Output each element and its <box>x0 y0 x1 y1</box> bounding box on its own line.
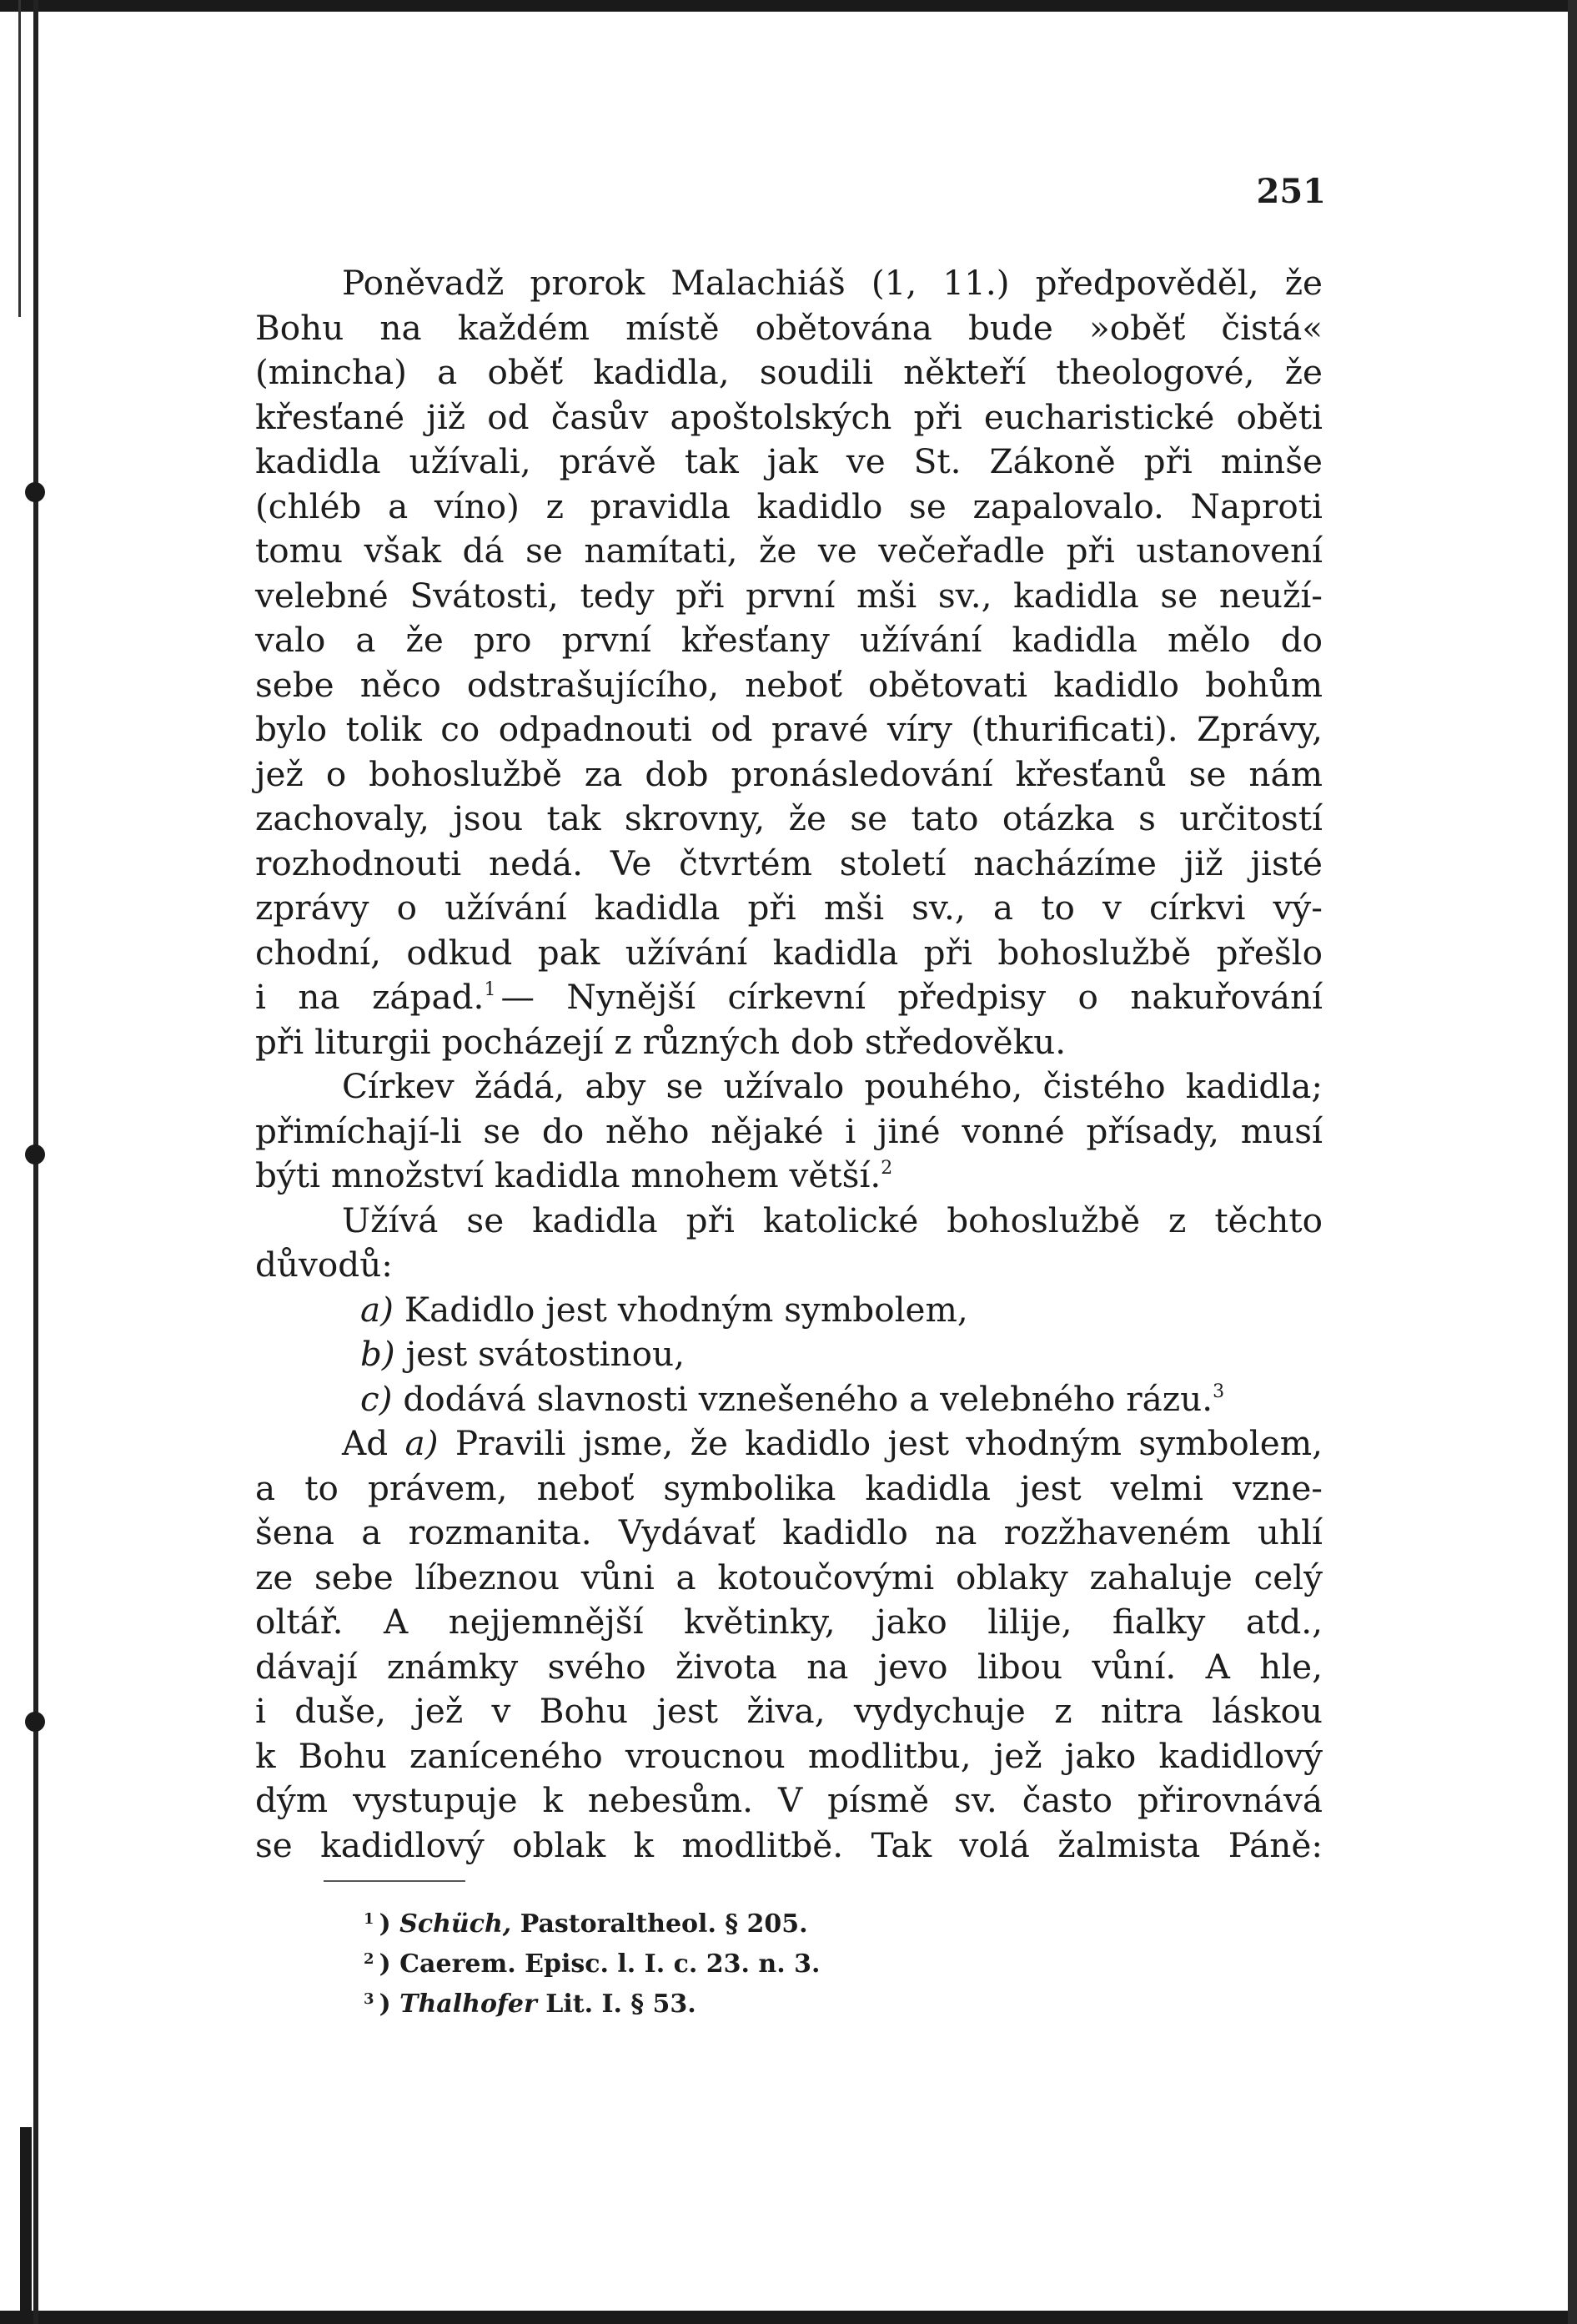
footnotes <box>364 1902 1114 2022</box>
text-line: chodní, odkud pak užívání kadidla při bohoslužbě přešlo <box>255 932 1323 973</box>
list-item <box>255 1288 1323 1333</box>
text-line: zprávy o užívání kadidla při mši sv., a to v církvi vý- <box>255 888 1323 928</box>
binding-mark <box>25 1712 45 1732</box>
footnote-text: Pastoraltheol. § 205. <box>520 1909 808 1939</box>
text-line: (chléb a víno) z pravidla kadidlo se zapalovalo. Naproti <box>255 485 1323 526</box>
text-line <box>255 975 1323 1020</box>
list-marker: a) <box>360 1289 394 1330</box>
binding-mark <box>25 1144 45 1165</box>
footnote-text: Caerem. Episc. l. I. c. 23. n. 3. <box>399 1949 821 1979</box>
text-line: Bohu na každém místě obětována bude »oběť čistá« <box>255 307 1323 348</box>
list-item <box>255 1332 1323 1377</box>
footnote-number: 3 <box>364 1990 374 2008</box>
text-line: bylo tolik co odpadnouti od pravé víry (thurificati). Zprávy, <box>255 709 1323 749</box>
list-text: Kadidlo jest vhodným symbolem, <box>404 1289 968 1330</box>
text-line: Církev žádá, aby se užívalo pouhého, čistého kadidla; <box>342 1066 1323 1106</box>
text-fragment: Pravili jsme, že kadidlo jest vhodným symbolem, <box>455 1423 1323 1463</box>
text-line: oltář. A nejjemnější květinky, jako lilije, fialky atd., <box>255 1602 1323 1642</box>
scan-border-top <box>0 0 1577 12</box>
text-line: se kadidlový oblak k modlitbě. Tak volá žalmista Páně: <box>255 1824 1323 1865</box>
list-marker: b) <box>360 1334 395 1374</box>
text-line: i duše, jež v Bohu jest živa, vydychuje z nitra láskou <box>255 1691 1323 1731</box>
text-fragment: — Nynější církevní předpisy o nakuřování <box>500 977 1323 1017</box>
text-line: zachovaly, jsou tak skrovny, že se tato otázka s určitostí <box>255 798 1323 838</box>
binding-edge-secondary <box>18 0 21 317</box>
text-line: (mincha) a oběť kadidla, soudili někteří theologové, že <box>255 352 1323 392</box>
footnote: $^1$ ) Schüch, Pastoraltheol. § 205. <box>364 1909 808 1939</box>
footnote-number: 1 <box>364 1910 374 1928</box>
text-line: rozhodnouti nedá. Ve čtvrtém století nacházíme již jisté <box>255 843 1323 883</box>
list-text: jest svátostinou, <box>405 1334 685 1374</box>
list-marker: c) <box>360 1378 393 1419</box>
text-line <box>255 1421 1323 1466</box>
text-line: ze sebe líbeznou vůni a kotoučovými oblaky zahaluje celý <box>255 1557 1323 1597</box>
list-marker: a) <box>404 1423 439 1463</box>
scan-border-bottom <box>0 2311 1577 2324</box>
list-item <box>255 1377 1323 1422</box>
text-fragment: i na západ. <box>255 977 485 1017</box>
text-line: při liturgii pocházejí z různých dob středověku. <box>255 1021 1067 1062</box>
text-line: důvodů: <box>255 1245 393 1285</box>
page-number: 251 <box>1256 172 1326 211</box>
list-text: dodává slavnosti vznešeného a velebného rázu. <box>403 1378 1213 1419</box>
text-line: a to právem, neboť symbolika kadidla jest velmi vzne- <box>255 1467 1323 1508</box>
main-text <box>255 261 1323 1868</box>
binding-mark <box>25 482 45 502</box>
text-line: dým vystupuje k nebesům. V písmě sv. často přirovnává <box>255 1780 1323 1820</box>
footnote-number: 2 <box>364 1950 374 1968</box>
text-line: velebné Svátosti, tedy při první mši sv., kadidla se neuží- <box>255 575 1323 616</box>
footnote-text: Lit. I. § 53. <box>545 1989 696 2019</box>
text-line: k Bohu zaníceného vroucnou modlitbu, jež jako kadidlový <box>255 1735 1323 1776</box>
footnote-author: Thalhofer <box>399 1989 537 2019</box>
text-line: šena a rozmanita. Vydávať kadidlo na rozžhaveném uhlí <box>255 1512 1323 1552</box>
text-line <box>255 1154 1323 1199</box>
footnote: $^2$ ) Caerem. Episc. l. I. c. 23. n. 3. <box>364 1949 821 1979</box>
text-line: Poněvadž prorok Malachiáš (1, 11.) předpověděl, že <box>342 263 1323 303</box>
footnote: $^3$ ) Thalhofer Lit. I. § 53. <box>364 1989 696 2019</box>
text-fragment: Ad <box>342 1423 389 1463</box>
text-line: valo a že pro první křesťany užívání kadidla mělo do <box>255 620 1323 660</box>
text-line: dávají známky svého života na jevo libou vůní. A hle, <box>255 1646 1323 1687</box>
text-line: sebe něco odstrašujícího, neboť obětovati kadidlo bohům <box>255 664 1323 705</box>
scan-border-right <box>1568 0 1577 2324</box>
footnote-ref: 1 <box>484 979 496 1000</box>
text-line: kadidla užívali, právě tak jak ve St. Zákoně při minše <box>255 441 1323 481</box>
text-fragment: býti množství kadidla mnohem větší. <box>255 1155 881 1195</box>
text-line: Užívá se kadidla při katolické bohoslužbě z těchto <box>342 1200 1323 1240</box>
footnote-author: Schüch, <box>399 1909 512 1939</box>
text-line: tomu však dá se namítati, že ve večeřadle při ustanovení <box>255 531 1323 571</box>
footnote-ref: 2 <box>881 1158 893 1179</box>
binding-edge-bottom <box>20 2127 32 2324</box>
text-line: křesťané již od časův apoštolských při eucharistické oběti <box>255 396 1323 437</box>
text-line: jež o bohoslužbě za dob pronásledování křesťanů se nám <box>255 753 1323 794</box>
text-line: přimíchají-li se do něho nějaké i jiné vonné přísady, musí <box>255 1110 1323 1151</box>
footnote-rule <box>324 1880 465 1882</box>
footnote-ref: 3 <box>1213 1381 1225 1402</box>
